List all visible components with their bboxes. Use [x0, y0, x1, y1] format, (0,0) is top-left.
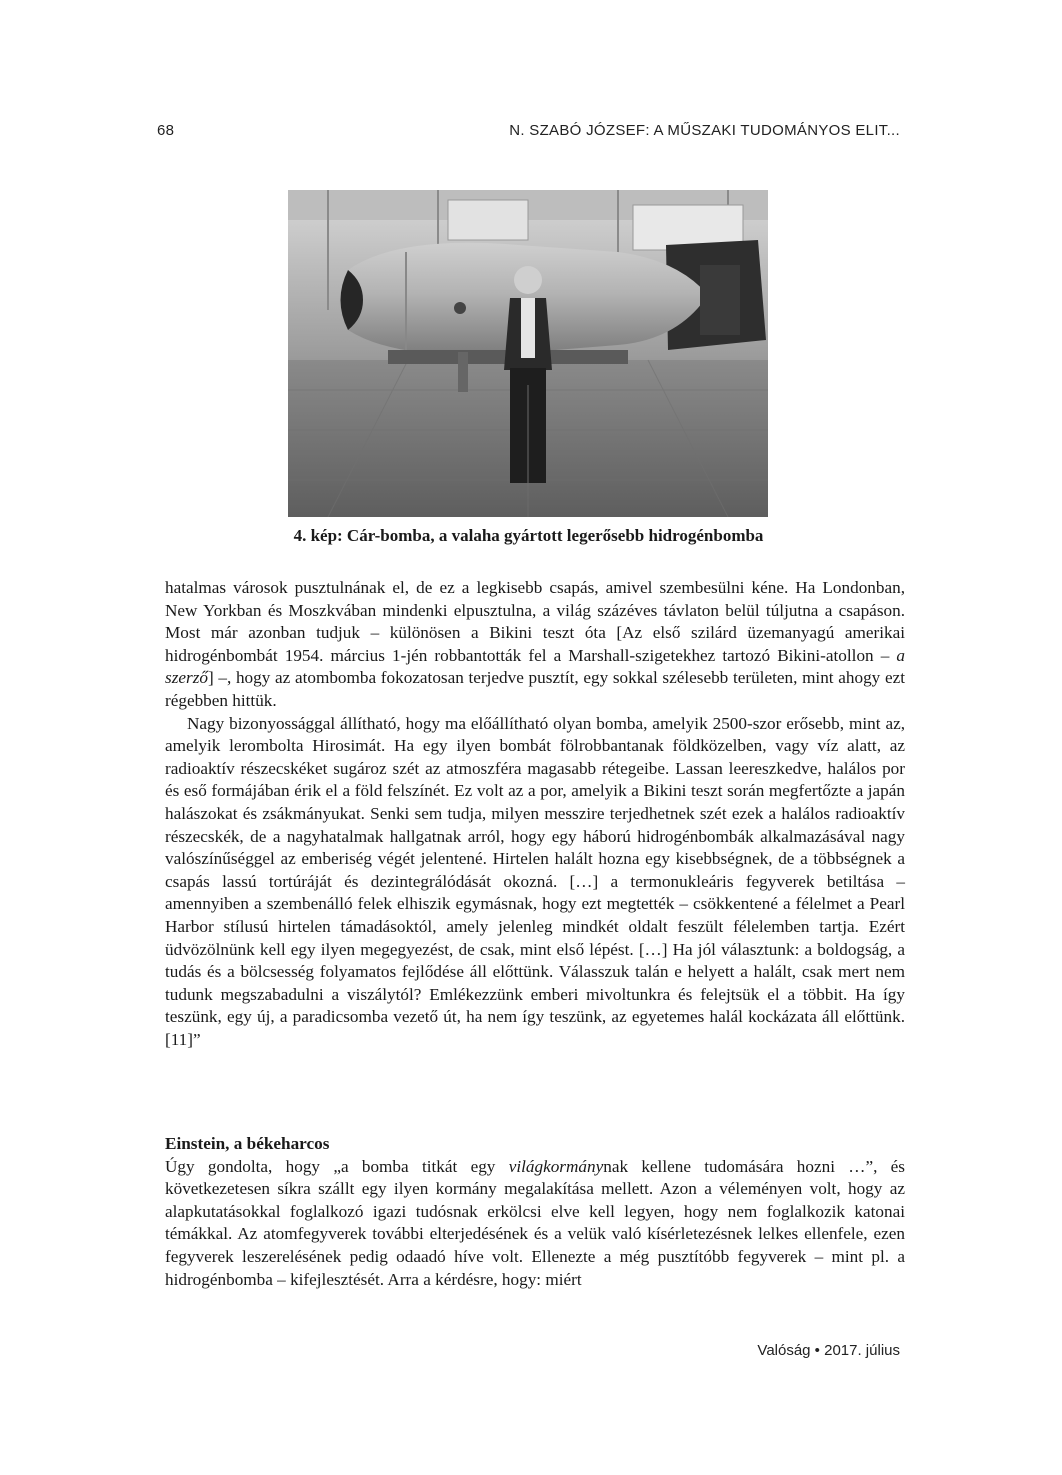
page-number: 68: [157, 122, 175, 139]
photo-illustration: [288, 190, 768, 517]
author-note: a szerző: [165, 645, 905, 688]
tsar-bomba-photo: [288, 190, 768, 517]
paragraph: Nagy bizonyossággal állítható, hogy ma előállítható olyan bomba, amelyik 2500-szor erősebb, mint az, amelyik lerombolta Hirosimát. Ha egy ilyen bombát fölrobbantanak földközelben, vagy víz alatt, az radioaktív részecskéket sugároz szét az atmoszféra magasabb rétegeibe. Lassan leereszkedve, halálos por és eső formájában érik el a föld felszínét. Ez volt az a por, amelyik a Bikini teszt során megfertőzte a japán halászokat és zsákmányukat. Senki sem tudja, milyen messzire terjedhetnek szét ezek a halálos radioaktív részecskék, de a nagyhatalmak hallgatnak arról, hogy egy háború hidrogénbombák alkalmazásával nagy valószínűséggel az emberiség végét jelentené. Hirtelen halált hozna egy kisebbségnek, de a többségnek a csapás lassú tortúráját és dezintegrálódását okozná. […] a termonukleáris fegyverek betiltása – amennyiben a szembenálló felek elhiszik egymásnak, hogy ezt megtették – csökkentené a félelmet a Pearl Harbor stílusú hirtelen támadásoktól, amely jelenleg mindkét oldalt feszült félelemben tartja. Ezért üdvözölnünk kell egy ilyen megegyezést, de csak, mint első lépést. […] Ha jól választunk: a boldogság, a tudás és a bölcsesség folyamatos fejlődése áll előttünk. Válasszuk talán e helyett a halált, csak mert nem tudunk megszabadulni a viszálytól? Emlékezzünk emberi mivoltunkra és felejtsük el a többit. Ha így teszünk, egy új, a paradicsomba vezető út, ha nem így teszünk, az egyetemes halál kockázata áll előttünk. [11]”: [165, 713, 905, 1049]
paragraph: [165, 577, 905, 713]
running-head: N. SZABÓ JÓZSEF: A MŰSZAKI TUDOMÁNYOS ELIT...: [509, 122, 900, 139]
paragraph-text: ] –, hogy az atombomba fokozatosan terjedve pusztít, egy sokkal szélesebb területen, mint ahogy ezt régebben hittük.: [165, 668, 905, 710]
paragraph-text: hatalmas városok pusztulnának el, de ez a legkisebb csapás, amivel szembesülni kéne. Ha Londonban, New Yorkban és Moszkvában mindenki elpusztulna, a világ százéves távlaton belül túljutna a csapáson. Most már azonban tudjuk – különösen a Bikini teszt óta [Az első szilárd üzemanyagú amerikai hidrogénbombát 1954. március 1-jén robbantották fel a Marshall-szigetekhez tartozó Bikini-atollon –: [165, 578, 905, 665]
page-footer: Valóság • 2017. július: [757, 1342, 900, 1359]
body-text: [165, 577, 905, 1051]
paragraph: [165, 1156, 905, 1292]
emphasis: világkormány: [508, 1156, 604, 1176]
paragraph-text: Úgy gondolta, hogy „a bomba titkát egy: [165, 1156, 509, 1176]
section-einstein: [165, 1133, 905, 1291]
paragraph-text: nak kellene tudomására hozni …”, és következetesen síkra szállt egy ilyen kormány megalakítása mellett. Azon a véleményen volt, hogy az alapkutatásokkal foglalkozó igazi tudósnak erkölcsi elve kell legyen, hogy nem foglalkozik katonai témákkal. Az atomfegyverek további elterjedésének és a velük való kísérletezésnek lelkes ellenfele, ezen fegyverek leszerelésének pedig odaadó híve volt. Ellenezte a még pusztítóbb fegyverek – mint pl. a hidrogénbomba – kifejlesztését. Arra a kérdésre, hogy: miért: [165, 1156, 905, 1289]
figure-caption: 4. kép: Cár-bomba, a valaha gyártott legerősebb hidrogénbomba: [293, 526, 764, 545]
section-heading: Einstein, a békeharcos: [165, 1134, 330, 1153]
